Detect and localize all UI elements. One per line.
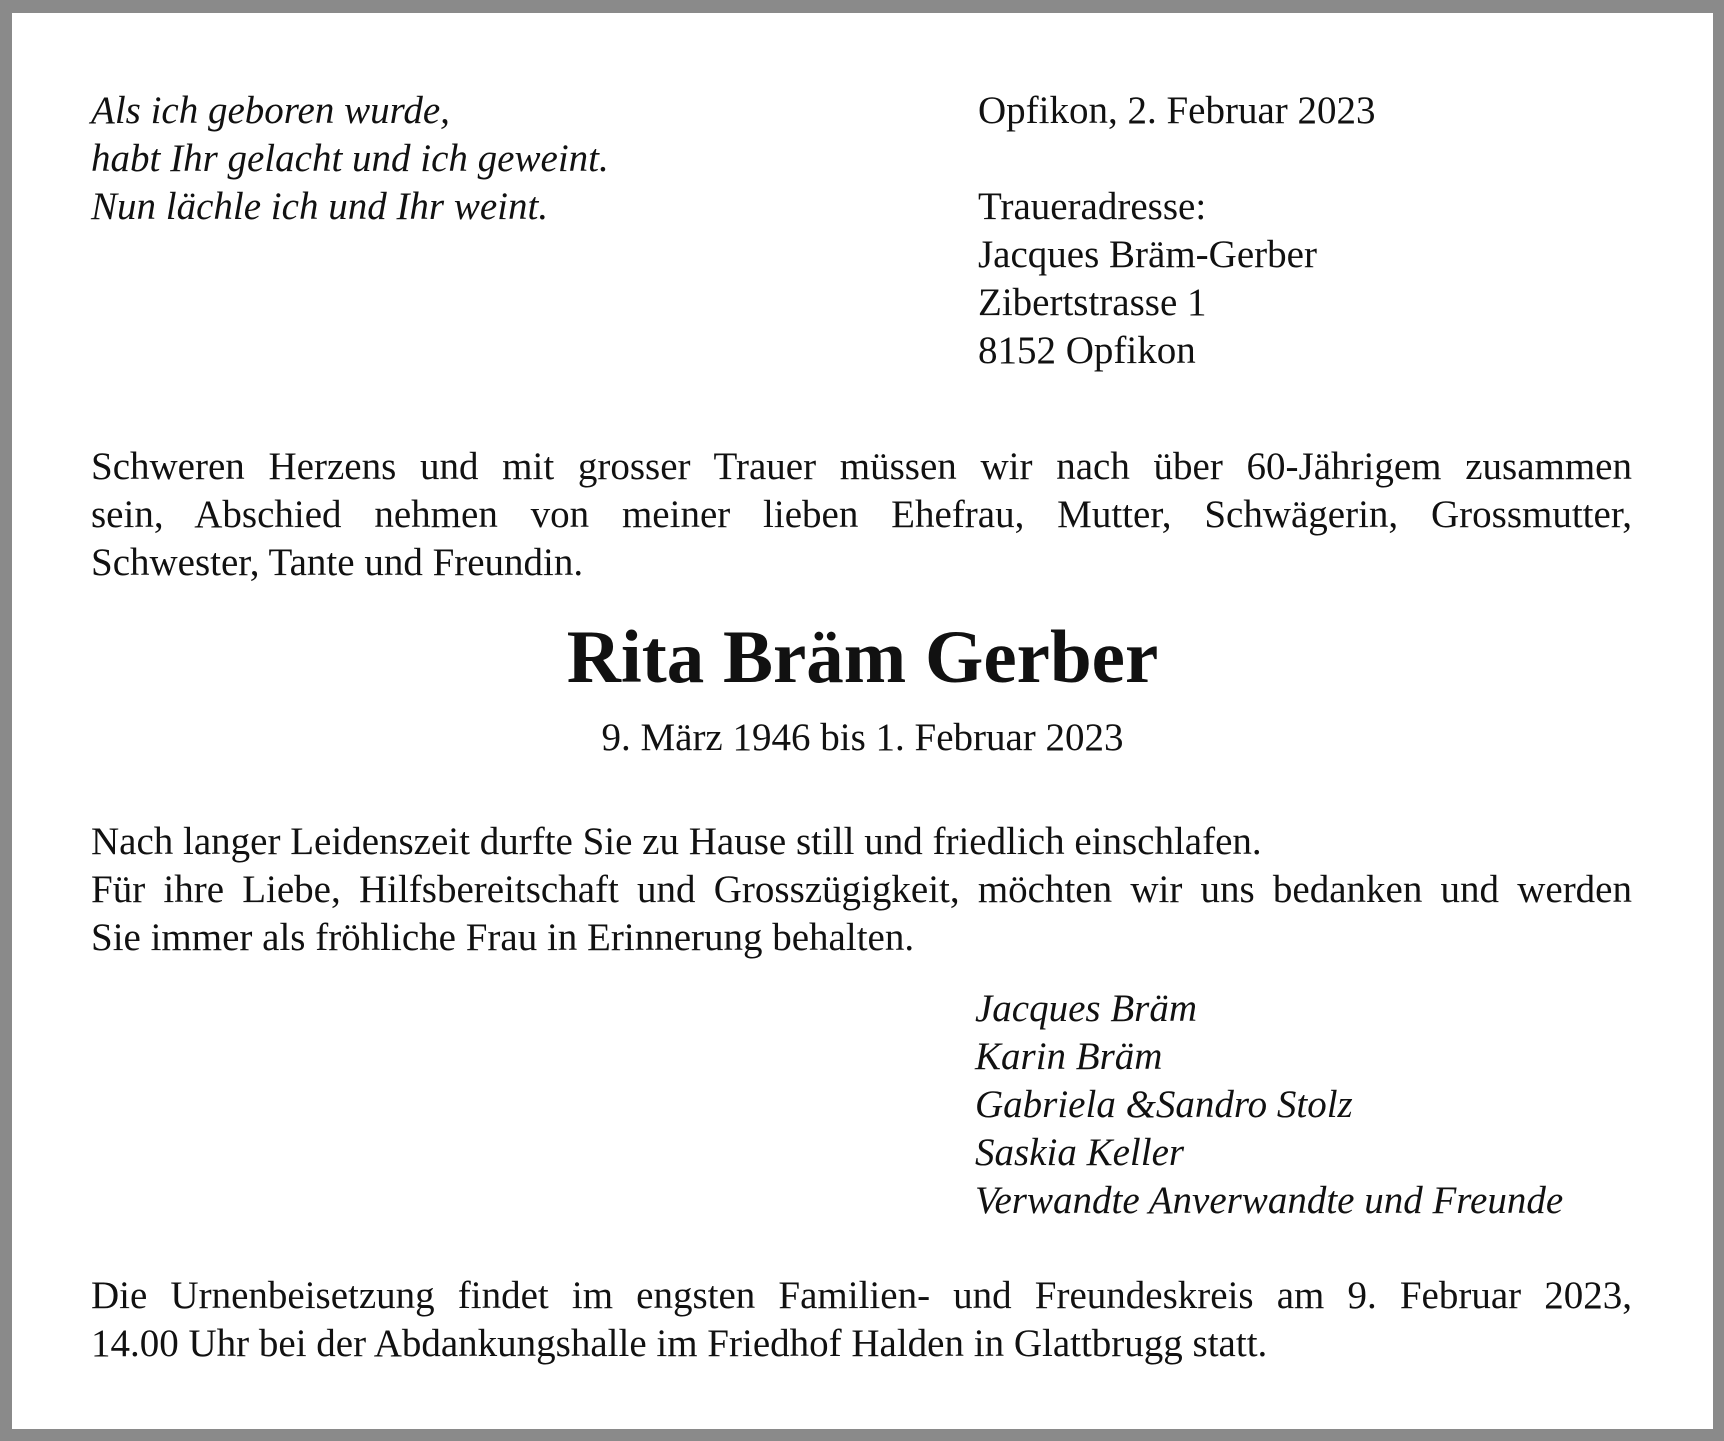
place-date: Opfikon, 2. Februar 2023 <box>978 89 1376 132</box>
mourner-2: Karin Bräm <box>975 1035 1163 1078</box>
intro-line-1: Schweren Herzens und mit grosser Trauer müssen wir nach über 60-Jährigem zusammen <box>91 445 1632 488</box>
address-city: 8152 Opfikon <box>978 329 1196 372</box>
message-line-1: Nach langer Leidenszeit durfte Sie zu Hause still und friedlich einschlafen. <box>91 820 1262 863</box>
deceased-name: Rita Bräm Gerber <box>566 616 1159 699</box>
mourner-3: Gabriela &Sandro Stolz <box>975 1083 1353 1126</box>
ceremony-line-2: 14.00 Uhr bei der Abdankungshalle im Friedhof Halden in Glattbrugg statt. <box>91 1322 1268 1365</box>
poem-line-3: Nun lächle ich und Ihr weint. <box>91 185 549 228</box>
poem-line-1: Als ich geboren wurde, <box>91 89 450 132</box>
intro-line-3: Schwester, Tante und Freundin. <box>91 541 584 584</box>
poem-line-2: habt Ihr gelacht und ich geweint. <box>91 137 609 180</box>
message-line-3: Sie immer als fröhliche Frau in Erinnerung behalten. <box>91 916 915 959</box>
life-dates: 9. März 1946 bis 1. Februar 2023 <box>601 716 1124 759</box>
mourner-1: Jacques Bräm <box>975 987 1198 1030</box>
address-name: Jacques Bräm-Gerber <box>978 233 1317 276</box>
mourner-5: Verwandte Anverwandte und Freunde <box>975 1179 1564 1222</box>
mourner-4: Saskia Keller <box>975 1131 1185 1174</box>
ceremony-line-1: Die Urnenbeisetzung findet im engsten Familien- und Freundeskreis am 9. Februar 2023, <box>91 1274 1632 1317</box>
message-line-2: Für ihre Liebe, Hilfsbereitschaft und Grosszügigkeit, möchten wir uns bedanken und werden <box>91 868 1632 911</box>
obituary-page <box>12 13 1713 1429</box>
address-street: Zibertstrasse 1 <box>978 281 1207 324</box>
address-label: Traueradresse: <box>978 185 1207 228</box>
intro-line-2: sein, Abschied nehmen von meiner lieben Ehefrau, Mutter, Schwägerin, Grossmutter, <box>91 493 1632 536</box>
